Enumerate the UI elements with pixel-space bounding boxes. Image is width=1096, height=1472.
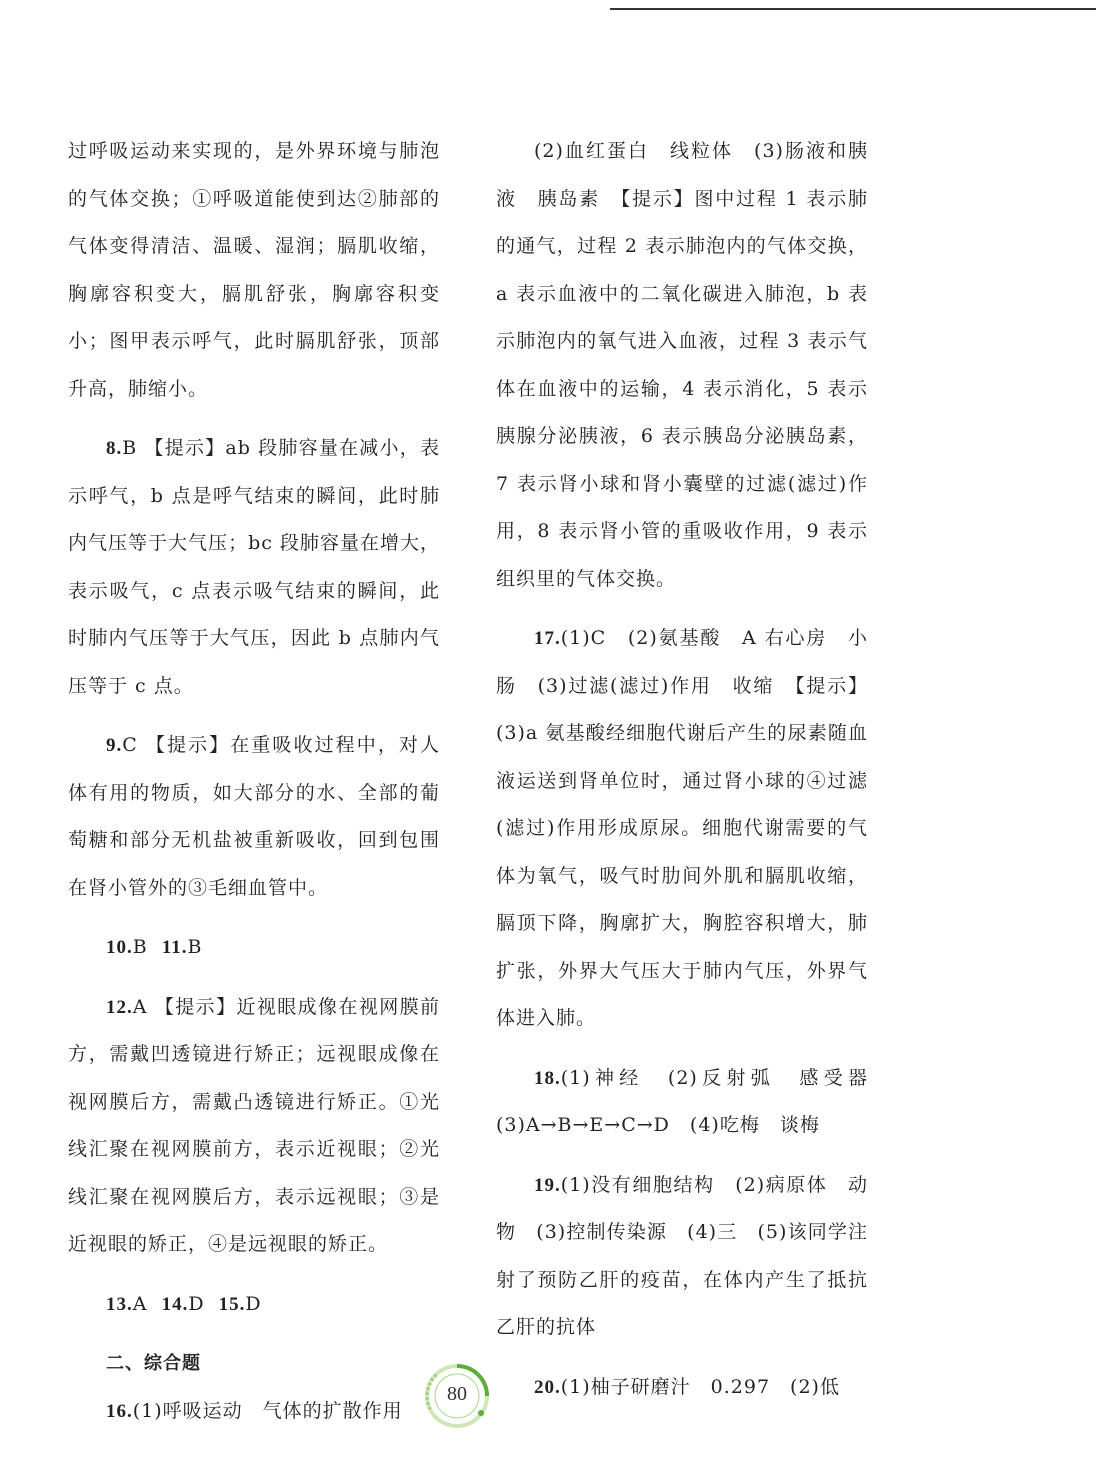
answer-text: D (245, 1292, 262, 1315)
question-number: 9. (106, 735, 123, 756)
answer-20 (496, 1364, 868, 1412)
top-rule (610, 8, 1096, 10)
answer-16 (68, 1388, 440, 1436)
answer-text: (1)呼吸运动 气体的扩散作用 (132, 1399, 403, 1422)
answer-12 (68, 984, 440, 1269)
answer-text: C 【提示】在重吸收过程中，对人体有用的物质，如大部分的水、全部的葡萄糖和部分无机盐被重新吸收，回到包围在肾小管外的③毛细血管中。 (68, 734, 440, 899)
answer-text: B (187, 936, 203, 958)
answer-7-continued: 过呼吸运动来实现的，是外界环境与肺泡的气体交换；①呼吸道能使到达②肺部的气体变得清洁、温暖、湿润；膈肌收缩，胸廓容积变大，膈肌舒张，胸廓容积变小；图甲表示呼气，此时膈肌舒张，顶部升高，肺缩小。 (68, 140, 440, 400)
answer-10-11 (68, 924, 440, 972)
answer-text: (1)神经 (2)反射弧 感受器 (3)A→B→E→C→D (4)吃梅 谈梅 (496, 1066, 889, 1136)
question-number: 16. (106, 1400, 133, 1422)
answer-text: A 【提示】近视眼成像在视网膜前方，需戴凹透镜进行矫正；远视眼成像在视网膜后方，需戴凸透镜进行矫正。①光线汇聚在视网膜前方，表示近视眼；②光线汇聚在视网膜后方，表示远视眼；③是近视眼的矫正，④是远视眼的矫正。 (68, 995, 440, 1255)
right-column (496, 128, 889, 1423)
question-number: 11. (161, 937, 188, 958)
section-title: 二、综合题 (106, 1353, 201, 1374)
answer-18 (496, 1055, 889, 1150)
left-column (68, 128, 440, 1447)
question-number: 19. (534, 1174, 561, 1196)
answer-13-15 (68, 1281, 440, 1329)
question-number: 15. (218, 1293, 246, 1315)
answer-8 (68, 425, 440, 710)
question-number: 8. (106, 438, 123, 459)
answer-text: A (132, 1292, 148, 1315)
section-heading (68, 1340, 440, 1388)
answer-text: B 【提示】ab 段肺容量在减小，表示呼气，b 点是呼气结束的瞬间，此时肺内气压等于大气压；bc 段肺容量在增大，表示吸气，c 点表示吸气结束的瞬间，此时肺内气压等于大气压，因此 b 点肺内气压等于 c 点。 (68, 437, 440, 697)
answer-9 (68, 722, 440, 912)
answer-text: (1)没有细胞结构 (2)病原体 动物 (3)控制传染源 (4)三 (5)该同学注射了预防乙肝的疫苗，在体内产生了抵抗乙肝的抗体 (496, 1173, 868, 1338)
answer-19 (496, 1162, 868, 1352)
page-number: 80 (447, 1383, 467, 1405)
answer-17 (496, 615, 868, 1043)
question-number: 10. (106, 937, 133, 958)
page-number-badge (424, 1363, 490, 1429)
answer-16-continued: (2)血红蛋白 线粒体 (3)肠液和胰液 胰岛素 【提示】图中过程 1 表示肺的通气，过程 2 表示肺泡内的气体交换，a 表示血液中的二氧化碳进入肺泡，b 表示肺泡内的氧气进入血液，过程 3 表示气体在血液中的运输，4 表示消化，5 表示胰腺分泌胰液，6 表示胰岛分泌胰岛素，7 表示肾小球和肾小囊壁的过滤(滤过)作用，8 表示肾小管的重吸收作用，9 表示组织里的气体交换。 (496, 140, 868, 590)
question-number: 17. (534, 628, 561, 649)
question-number: 18. (534, 1067, 561, 1089)
question-number: 20. (534, 1376, 561, 1398)
question-number: 12. (106, 996, 133, 1018)
answer-text: B (132, 936, 148, 958)
answer-text: (1)C (2)氨基酸 A 右心房 小肠 (3)过滤(滤过)作用 收缩 【提示】(3)a 氨基酸经细胞代谢后产生的尿素随血液运送到肾单位时，通过肾小球的④过滤(滤过)作用形成原尿。细胞代谢需要的气体为氧气，吸气时肋间外肌和膈肌收缩，膈顶下降，胸廓扩大，胸腔容积增大，肺扩张，外界大气压大于肺内气压，外界气体进入肺。 (496, 627, 868, 1029)
answer-text: D (188, 1292, 205, 1315)
answer-text: (1)柚子研磨汁 0.297 (2)低 (560, 1375, 840, 1398)
question-number: 14. (161, 1293, 189, 1315)
question-number: 13. (106, 1293, 133, 1315)
